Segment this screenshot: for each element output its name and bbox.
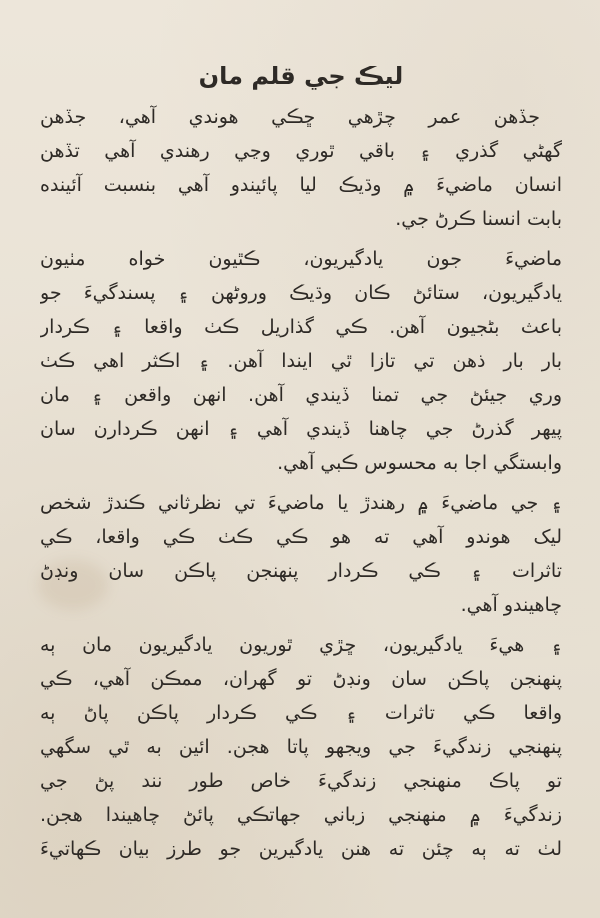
text-line: باعث بڻجيون آهن. ڪي گذاريل ڪٺ واقعا ۽ ڪردار [40,316,562,338]
paragraph-3 [40,486,562,622]
paragraph-2 [40,242,562,480]
paragraph-4 [40,628,562,866]
text-line: انسان ماضيءَ ۾ وڌيڪ ليا پائيندو آهي بنسبت آئينده [40,174,562,196]
text-line: گهڻي گذري ۽ باقي ٿوري وڃي رهندي آهي تڏهن [40,140,562,162]
paragraph-1 [40,100,562,236]
text-line: پيهر گذرڻ جي چاهنا ڏيندي آهي ۽ انهن ڪردارن سان [40,418,562,440]
text-line: چاهيندو آهي. [460,594,562,616]
text-line: پنهنجن پاڪن سان ونڊڻ تو گهران، ممڪن آهي، ڪي [40,668,562,690]
text-line: ليک هوندو آهي ته هو ڪي ڪٺ ڪي واقعا، ڪي [40,526,562,548]
text-line: زندگيءَ ۾ منهنجي زباني جهاتڪي پائڻ چاهيندا هجن. [40,804,562,826]
text-line: لٺ ته ٻه چئن ته هنن يادگيرين جو طرز بيان ڪهاتيءَ [40,838,562,860]
page-title: ليڪ جي قلم مان [198,62,404,90]
text-line: ۽ هيءَ يادگيريون، ڇڙي ٿوريون يادگيريون مان ٻه [40,634,562,656]
text-line: واقعا ڪي تاثرات ۽ ڪي ڪردار پاڪن پاڻ ٻه [40,702,562,724]
text-line: وري جيئڻ جي تمنا ڏيندي آهن. انهن واقعن ۽ مان [40,384,562,406]
text-line: تاثرات ۽ ڪي ڪردار پنهنجن پاڪن سان ونڊڻ [40,560,562,582]
text-line: ۽ جي ماضيءَ ۾ رهندڙ يا ماضيءَ تي نظرثاني ڪندڙ شخص [40,492,562,514]
text-line: ماضيءَ جون يادگيريون، ڪٿيون خواه مٺيون [40,248,562,270]
text-line: جڏهن عمر چڙهي ڇڪي هوندي آهي، جڏهن [40,106,540,128]
text-line: بار بار ذهن تي تازا ٿي ايندا آهن. ۽ اڪثر اهي ڪٺ [40,350,562,372]
text-line: بابت انسنا ڪرڻ جي. [395,208,562,230]
text-block [40,62,562,872]
text-line: وابستگي اجا به محسوس ڪبي آهي. [277,452,562,474]
text-line: تو پاڪ منهنجي زندگيءَ خاص طور نند پڻ جي [40,770,562,792]
text-line: پنهنجي زندگيءَ جي ويجهو پاتا هجن. ائين به ٿي سگهي [40,736,562,758]
text-line: يادگيريون، ستائڻ ڪان وڌيڪ وروڻهن ۽ پسندگيءَ جو [40,282,562,304]
